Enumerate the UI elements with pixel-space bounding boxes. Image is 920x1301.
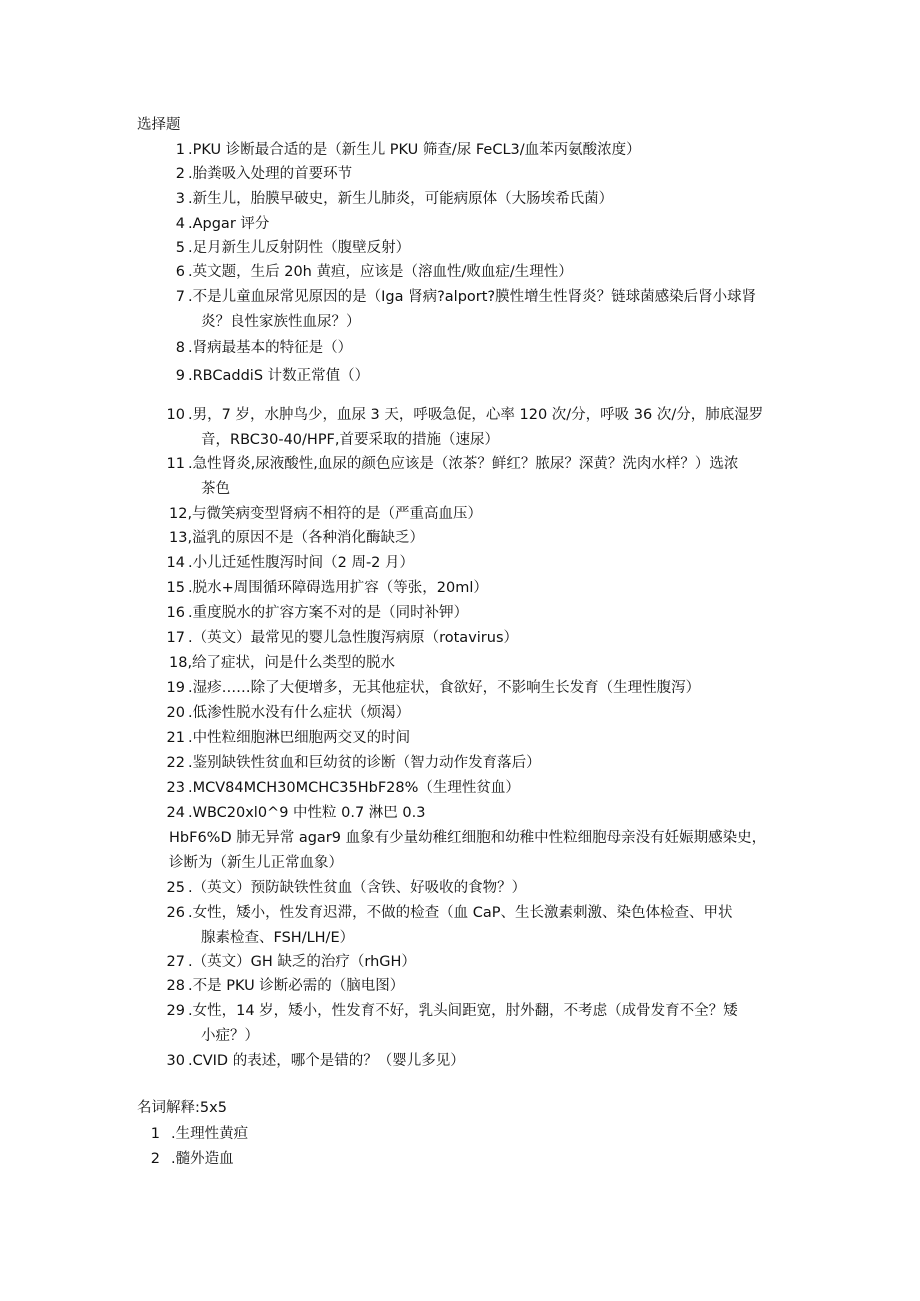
question-text: .WBC20xl0^9 中性粒 0.7 淋巴 0.3: [188, 805, 426, 821]
question-number: 10: [166, 407, 185, 423]
question-text: .（英文）GH 缺乏的治疗（rhGH）: [188, 954, 416, 970]
question-text: .（英文）预防缺铁性贫血（含铁、好吸收的食物？）: [188, 880, 527, 896]
question-text: 13,溢乳的原因不是（各种消化酶缺乏）: [169, 530, 425, 546]
question-number: 6: [175, 264, 185, 280]
question-number: 20: [166, 705, 185, 721]
question-number: 5: [175, 240, 185, 256]
question-number: 16: [166, 605, 185, 621]
question-text: .肾病最基本的特征是（）: [188, 340, 353, 356]
question-number: 30: [166, 1053, 185, 1069]
question-text: .男，7 岁，水肿鸟少，血尿 3 天，呼吸急促，心率 120 次/分，呼吸 36 次/分，肺底湿罗: [188, 407, 764, 423]
question-number: 4: [175, 216, 185, 232]
question-number: 1: [175, 142, 185, 158]
question-number: 8: [175, 340, 185, 356]
question-text: .英文题，生后 20h 黄疸，应该是（溶血性/败血症/生理性）: [188, 264, 573, 280]
question-text-continued: 诊断为（新生儿正常血象）: [169, 855, 343, 871]
question-text: .女性，14 岁，矮小，性发育不好，乳头间距宽，肘外翻，不考虑（成骨发育不全？矮: [188, 1003, 738, 1019]
question-text: .鉴别缺铁性贫血和巨幼贫的诊断（智力动作发育落后）: [188, 755, 541, 771]
question-text: .小儿迁延性腹泻时间（2 周-2 月）: [188, 555, 415, 571]
question-number: 14: [166, 555, 185, 571]
question-text: 12,与微笑病变型肾病不相符的是（严重高血压）: [169, 506, 483, 522]
question-text-continued: 腺素检查、FSH/LH/E）: [201, 930, 355, 946]
question-number: 21: [166, 730, 185, 746]
question-number: 19: [166, 680, 185, 696]
question-text: .新生儿，胎膜早破史，新生儿肺炎，可能病原体（大肠埃希氏菌）: [188, 191, 614, 207]
question-number: 23: [166, 780, 185, 796]
question-number: 7: [175, 289, 185, 305]
question-text: .RBCaddiS 计数正常值（）: [188, 368, 370, 384]
question-number: 24: [166, 805, 185, 821]
question-text: 18,给了症状，问是什么类型的脱水: [169, 655, 396, 671]
question-number: 25: [166, 880, 185, 896]
term-number: 1: [150, 1126, 160, 1142]
question-number: 2: [175, 166, 185, 182]
question-number: 15: [166, 580, 185, 596]
term-number: 2: [150, 1151, 160, 1167]
question-number: 17: [166, 630, 185, 646]
question-text-continued: 炎？良性家族性血尿？）: [201, 314, 361, 330]
choice-section-title: 选择题: [137, 117, 181, 133]
question-number: 11: [166, 456, 185, 472]
question-text-continued: 小症？）: [201, 1028, 259, 1044]
question-text-continued: 茶色: [201, 481, 230, 497]
question-number: 22: [166, 755, 185, 771]
question-text: .足月新生儿反射阴性（腹壁反射）: [188, 240, 411, 256]
question-text: .脱水+周围循环障碍选用扩容（等张，20ml）: [188, 580, 488, 596]
question-text: .CVID 的表述，哪个是错的？（婴儿多见）: [188, 1053, 465, 1069]
question-text: .女性，矮小，性发育迟滞，不做的检查（血 CaP、生长激素刺激、染色体检查、甲状: [188, 905, 733, 921]
question-text: .低渗性脱水没有什么症状（烦渴）: [188, 705, 411, 721]
terms-section-title: 名词解释:5x5: [137, 1100, 227, 1116]
question-number: 3: [175, 191, 185, 207]
term-text: .生理性黄疸: [171, 1126, 249, 1142]
question-text: .不是儿童血尿常见原因的是（Iga 肾病?alport?膜性增生性肾炎？链球菌感染后肾小球肾: [188, 289, 757, 305]
question-text: .湿疹……除了大便增多，无其他症状，食欲好，不影响生长发育（生理性腹泻）: [188, 680, 701, 696]
question-text: .Apgar 评分: [188, 216, 270, 232]
question-number: 27: [166, 954, 185, 970]
question-text: .不是 PKU 诊断必需的（脑电图）: [188, 978, 405, 994]
question-text-continued: 音，RBC30-40/HPF,首要采取的措施（速尿）: [201, 432, 500, 448]
question-text: .重度脱水的扩容方案不对的是（同时补钾）: [188, 605, 469, 621]
question-number: 9: [175, 368, 185, 384]
question-number: 26: [166, 905, 185, 921]
question-text: HbF6%D 肺无异常 agar9 血象有少量幼稚红细胞和幼稚中性粒细胞母亲没有妊娠期感染史，: [169, 830, 767, 846]
question-text: .PKU 诊断最合适的是（新生儿 PKU 筛查/尿 FeCL3/血苯丙氨酸浓度）: [188, 142, 641, 158]
question-number: 29: [166, 1003, 185, 1019]
question-text: .胎粪吸入处理的首要环节: [188, 166, 353, 182]
term-text: .髓外造血: [171, 1151, 234, 1167]
question-text: .（英文）最常见的婴儿急性腹泻病原（rotavirus）: [188, 630, 519, 646]
question-number: 28: [166, 978, 185, 994]
question-text: .中性粒细胞淋巴细胞两交叉的时间: [188, 730, 411, 746]
question-text: .急性肾炎,尿液酸性,血尿的颜色应该是（浓茶？鲜红？脓尿？深黄？洗肉水样？）选浓: [188, 456, 739, 472]
question-text: .MCV84MCH30MCHC35HbF28%（生理性贫血）: [188, 780, 520, 796]
